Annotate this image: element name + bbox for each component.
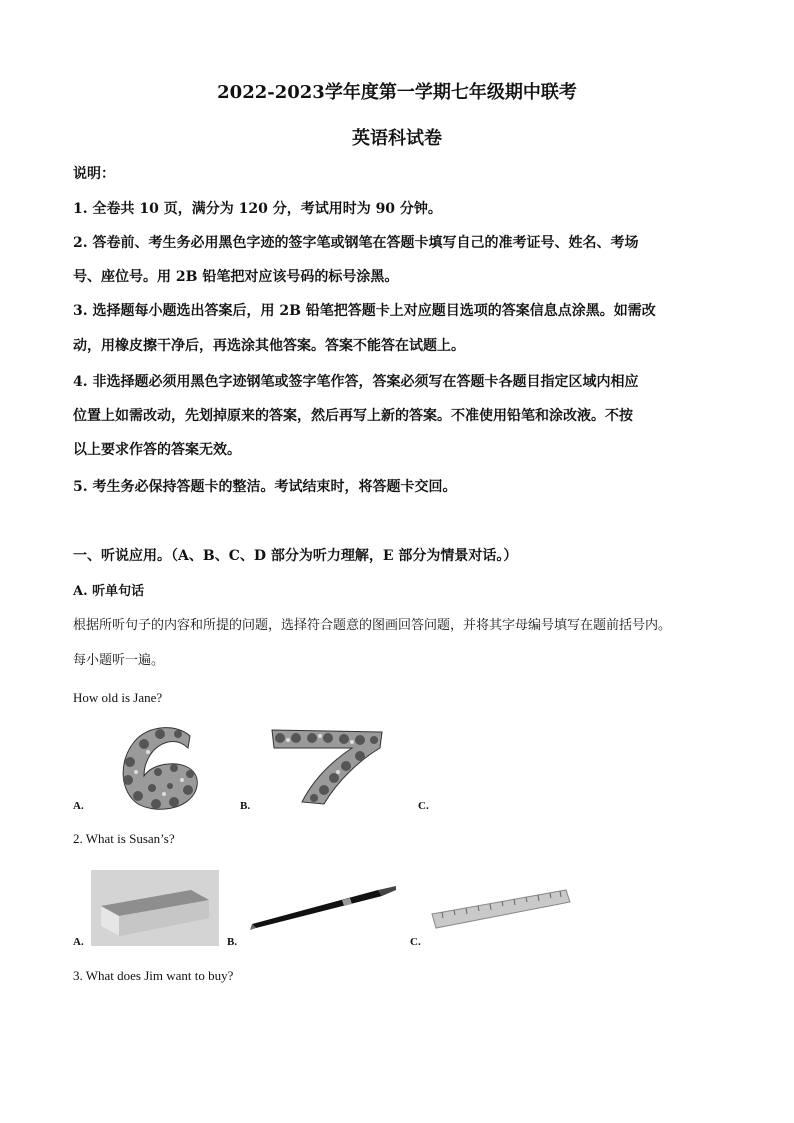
option-c-label: C. [410,936,421,948]
instruction-line: 1. 全卷共 10 页，满分为 120 分，考试用时为 90 分钟。 [73,201,442,217]
question-1-text: How old is Jane? [73,690,163,705]
question-3-text: 3. What does Jim want to buy? [73,968,234,983]
pen-image [250,884,398,930]
flower-number-7-image [268,726,386,806]
option-a-label: A. [73,800,84,812]
instruction-line: 动，用橡皮擦干净后，再选涂其他答案。答案不能答在试题上。 [73,338,465,354]
directions-line: 每小题听一遍。 [73,653,165,668]
eraser-image [91,870,219,946]
instruction-line: 位置上如需改动，先划掉原来的答案，然后再写上新的答案。不准使用铅笔和涂改液。不按 [73,408,633,424]
instruction-line: 号、座位号。用 2B 铅笔把对应该号码的标号涂黑。 [73,269,399,285]
section-heading: 一、听说应用。（A、B、C、D 部分为听力理解，E 部分为情景对话。） [73,548,518,564]
instruction-line: 5. 考生务必保持答题卡的整洁。考试结束时，将答题卡交回。 [73,479,457,495]
option-b-label: B. [240,800,251,812]
instruction-line: 3. 选择题每小题选出答案后，用 2B 铅笔把答题卡上对应题目选项的答案信息点涂黑。如需改 [73,303,656,319]
option-c-label: C. [418,800,429,812]
question-2-text: 2. What is Susan’s? [73,831,175,846]
exam-title: 2022-2023学年度第一学期七年级期中联考 [217,82,577,103]
option-b-label: B. [227,936,238,948]
directions-line: 根据所听句子的内容和所提的问题，选择符合题意的图画回答问题，并将其字母编号填写在题前括号内。 [73,618,672,633]
option-a-label: A. [73,936,84,948]
ruler-image [430,888,572,930]
instruction-line: 以上要求作答的答案无效。 [73,442,241,458]
exam-subtitle: 英语科试卷 [352,128,442,149]
part-a-title: A. 听单句话 [73,584,145,599]
instruction-line: 2. 答卷前、考生务必用黑色字迹的签字笔或钢笔在答题卡填写自己的准考证号、姓名、考场 [73,235,639,251]
instructions-heading: 说明： [73,166,115,182]
flower-number-6-image [108,722,220,812]
instruction-line: 4. 非选择题必须用黑色字迹钢笔或签字笔作答，答案必须写在答题卡各题目指定区域内相应 [73,374,639,390]
